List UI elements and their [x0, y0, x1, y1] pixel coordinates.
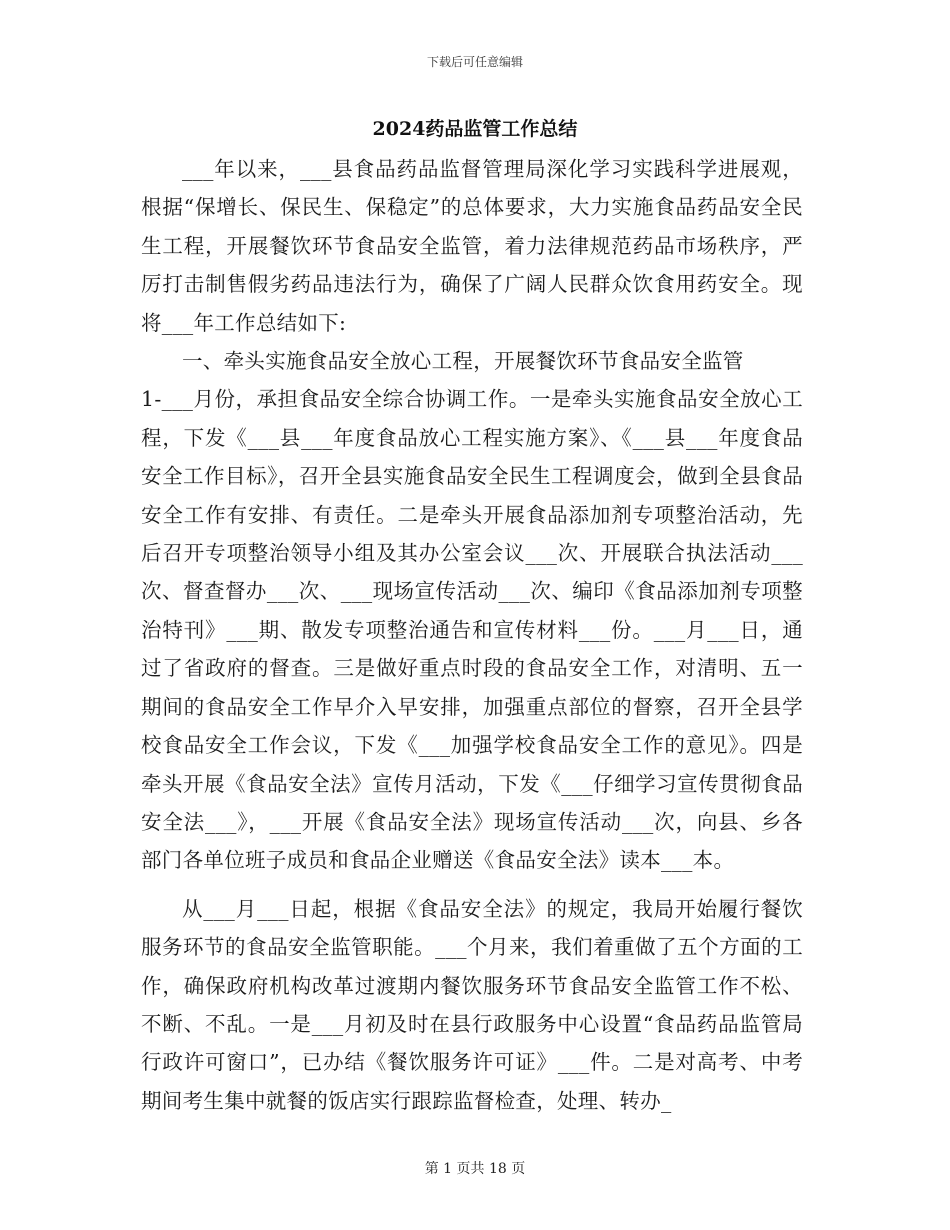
paragraph-coordination: 1-___月份，承担食品安全综合协调工作。一是牵头实施食品安全放心工程，下发《___县___年度食品放心工程实施方案》、《___县___年度食品安全工作目标》，召开全县实施食品安全民生工程调度会，做到全县食品安全工作有安排、有责任。二是牵头开展食品添加剂专项整治活动，先后召开专项整治领导小组及其办公室会议___次、开展联合执法活动___次、督查督办___次、___现场宣传活动___次、编印《食品添加剂专项整治特刊》___期、散发专项整治通告和宣传材料___份。___月___日，通过了省政府的督查。三是做好重点时段的食品安全工作，对清明、五一期间的食品安全工作早介入早安排，加强重点部位的督察，召开全县学校食品安全工作会议，下发《___加强学校食品安全工作的意见》。四是牵头开展《食品安全法》宣传月活动，下发《___仔细学习宣传贯彻食品安全法___》，___开展《食品安全法》现场宣传活动___次，向县、乡各部门各单位班子成员和食品企业赠送《食品安全法》读本___本。 [141, 387, 803, 873]
paragraph-catering: 从___月___日起，根据《食品安全法》的规定，我局开始履行餐饮服务环节的食品安全监管职能。___个月来，我们着重做了五个方面的工作，确保政府机构改革过渡期内餐饮服务环节食品安全监管工作不松、不断、不乱。一是___月初及时在县行政服务中心设置“食品药品监管局行政许可窗口”，已办结《餐饮服务许可证》___件。二是对高考、中考期间考生集中就餐的饭店实行跟踪监督检查，处理、转办_ [141, 896, 803, 1113]
page-footer: 第 1 页共 18 页 [424, 1161, 526, 1177]
document-title: 2024药品监管工作总结 [372, 118, 578, 140]
header-note: 下载后可任意编辑 [426, 55, 523, 69]
paragraph-intro: ___年以来，___县食品药品监督管理局深化学习实践科学进展观，根据“保增长、保民生、保稳定”的总体要求，大力实施食品药品安全民生工程，开展餐饮环节食品安全监管，着力法律规范药品市场秩序，严厉打击制售假劣药品违法行为，确保了广阔人民群众饮食用药安全。现将___年工作总结如下: [141, 157, 803, 335]
section-heading-1: 一、牵头实施食品安全放心工程，开展餐饮环节食品安全监管 [182, 349, 744, 374]
document-body [141, 150, 803, 1120]
